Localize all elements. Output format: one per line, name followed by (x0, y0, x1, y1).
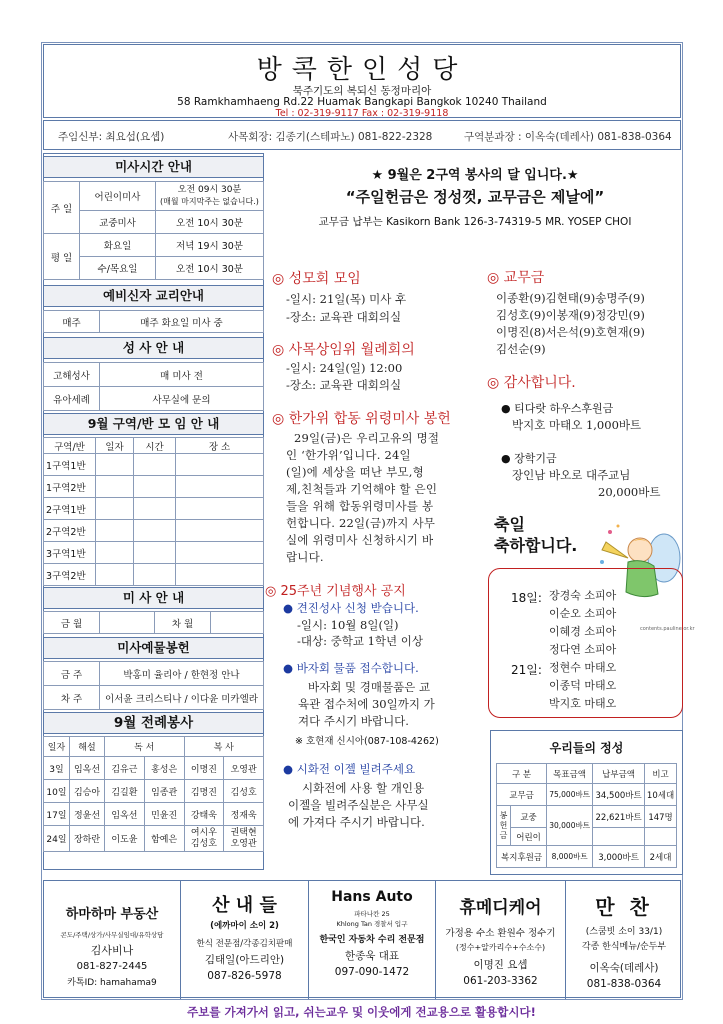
offering-note: 147명 (645, 806, 677, 828)
ad-line: 김태일(아드리안) (204, 954, 285, 966)
sparkle (608, 530, 612, 534)
offerings-table (496, 763, 677, 868)
liturgy-server: 김명진 (184, 780, 224, 803)
confirmation-line: -대상: 중학교 1학년 이상 (297, 634, 424, 648)
liturgy-server: 여시우 김성호 (184, 826, 224, 852)
church-address: 58 Ramkhamhaeng Rd.22 Huamak Bangkapi Bangkok 10240 Thailand (177, 96, 547, 108)
ad-line: (정수+알카리수+수소수) (455, 943, 546, 952)
ad-line: 한종욱 대표 (344, 950, 400, 962)
mass-name: 어린이미사 (80, 182, 156, 211)
bazaar-title: ● 바자회 물품 접수합니다. (283, 661, 419, 675)
footer-message: 주보를 가져가서 읽고, 쉬는교우 및 이웃에게 전교용으로 활용합시다! (187, 1005, 536, 1019)
liturgy-date: 24일 (44, 826, 70, 852)
birthday-box (488, 568, 683, 718)
liturgy-server: 권택현 오영관 (224, 826, 264, 852)
mass-info-label: 금 월 (44, 612, 100, 634)
church-subtitle: 묵주기도의 복되신 동정마리아 (292, 85, 432, 97)
sacrament-value: 사무실에 문의 (100, 387, 264, 411)
mothers-meeting-title: ◎ 성모회 모임 (272, 271, 361, 287)
ad-line: 콘도/주택/상가/사무실임대/유학상담 (60, 931, 164, 939)
ad-line: 한국인 자동차 수리 전문점 (319, 935, 425, 945)
offering-flowers-table (43, 661, 264, 710)
district-row-label: 2구역2반 (44, 520, 96, 542)
district-head-info: 구역분과장 : 이옥숙(데레사) 081-838-0364 (464, 131, 672, 143)
column-header: 목표금액 (547, 764, 593, 784)
ad-line: 가정용 수소 환원수 정수기 (445, 928, 556, 939)
confirmation-title: ● 견진성사 신청 받습니다. (283, 601, 419, 615)
notice-top (266, 154, 684, 244)
column-header: 납부금액 (593, 764, 645, 784)
ad-line: 한식 전문점/각종김치판매 (196, 939, 293, 949)
liturgy-reader: 김길환 (105, 780, 145, 803)
weekday-label: 평 일 (44, 234, 80, 280)
easel-title: ● 시화전 이젤 빌려주세요 (283, 762, 416, 776)
district-meeting-title: 9월 구역/반 모 임 안 내 (43, 413, 264, 435)
catechism-value: 매주 화요일 미사 중 (100, 311, 264, 333)
offering-note: 10세대 (645, 784, 677, 806)
ad-title: 하마하마 부동산 (65, 907, 159, 922)
staff-info (43, 120, 681, 150)
ad-line: (스쿰빗 소이 33/1) (585, 927, 663, 937)
president-info: 사목회장: 김종기(스테파노) 081-822-2328 (228, 131, 433, 143)
mass-time: 저녁 19시 30분 (156, 234, 264, 257)
mass-name: 수/목요일 (80, 257, 156, 280)
offering-paid: 34,500바트 (593, 784, 645, 806)
mothers-meeting-line: -장소: 교육관 대회의실 (286, 310, 402, 324)
offering-category: 교무금 (497, 784, 547, 806)
ad-line: 061-203-3362 (463, 975, 538, 987)
priest-info: 주임신부: 최요섭(요셉) (58, 131, 165, 143)
mass-time: 오전 09시 30분 (매월 마지막주는 없습니다.) (156, 182, 264, 211)
district-meeting-table (43, 437, 264, 586)
liturgy-reader: 민윤진 (144, 803, 184, 826)
easel-text: 시화전에 사용 할 개인용 이젤을 빌려주실분은 사무실 에 가져다 주시기 바랍니다. (288, 781, 429, 829)
column-header: 일자 (44, 737, 70, 757)
column-header: 독 서 (105, 737, 185, 757)
ad-title: 산 내 들 (212, 895, 277, 916)
mass-name: 교중미사 (80, 211, 156, 234)
memorial-mass-text: 29일(금)은 우리고유의 명절 인 ‘한가위’입니다. 24일 (일)에 세상을 떠난 부모,형 제,친척들과 기억해야 할 은인 들을 위해 합동위령미사를 봉 헌합니다. 22일(금)까지 사무 실에 위령미사 신청하시기 바 랍니다. (286, 431, 440, 564)
liturgy-server: 김성호 (224, 780, 264, 803)
tithe-list: 이종환(9)김현태(9)송명주(9) 김성호(9)이봉재(9)정강민(9) 이명진(8)서은석(9)호현재(9) 김선순(9) (496, 291, 645, 356)
offering-category: 복지후원금 (497, 846, 547, 868)
mass-times-title: 미사시간 안내 (43, 156, 264, 178)
column-header: 구역/반 (44, 438, 96, 454)
column-header: 시간 (134, 438, 176, 454)
sunday-label: 주 일 (44, 182, 80, 234)
liturgy-date: 10일 (44, 780, 70, 803)
ads-bar (43, 880, 681, 998)
liturgy-reader: 임옥선 (105, 803, 145, 826)
ad-humedicare (436, 881, 566, 999)
column-header: 비고 (645, 764, 677, 784)
tithe-title: ◎ 교무금 (487, 270, 545, 286)
sacrament-label: 유아세례 (44, 387, 100, 411)
offering-goal: 75,000바트 (547, 784, 593, 806)
ad-title: 휴메디케어 (459, 898, 542, 918)
bank-info: 교무금 납부는 Kasikorn Bank 126-3-74319-5 MR. YOSEP CHOI (318, 216, 632, 228)
mass-times-table (43, 181, 264, 280)
sparkle (617, 525, 620, 528)
liturgy-date: 17일 (44, 803, 70, 826)
mass-time: 오전 10시 30분 (156, 257, 264, 280)
thanks-item2-amount: 20,000바트 (598, 485, 661, 499)
liturgy-commentator: 장하란 (70, 826, 105, 852)
church-phone: Tel : 02-319-9117 Fax : 02-319-9118 (275, 108, 449, 119)
district-row-label: 2구역1반 (44, 498, 96, 520)
mass-info-label: 차 월 (155, 612, 211, 634)
thanks-item2-title: ● 장학기금 (501, 452, 557, 465)
ad-title: Hans Auto (331, 889, 413, 905)
ad-realestate (44, 881, 181, 999)
thanks-item1-title: ● 티다랏 하우스후원금 (501, 402, 614, 415)
district-row-label: 1구역2반 (44, 476, 96, 498)
ad-line: 097-090-1472 (334, 966, 410, 978)
council-meeting-line: -일시: 24일(일) 12:00 (286, 361, 403, 375)
ad-manchan (566, 881, 682, 999)
thanks-item2-value: 장인남 바오로 대주교님 (512, 468, 631, 482)
sacrament-label: 고해성사 (44, 363, 100, 387)
liturgy-server: 강태욱 (184, 803, 224, 826)
offering-goal: 30,000바트 (547, 806, 593, 846)
ad-line: 이옥숙(데레사) (589, 962, 659, 974)
offering-value: 박홍미 율리아 / 한현정 안나 (100, 662, 264, 686)
column-header: 복 사 (184, 737, 264, 757)
offerings-box (490, 730, 683, 875)
mass-info-table (43, 611, 264, 634)
mothers-meeting-line: -일시: 21일(목) 미사 후 (286, 292, 407, 306)
offering-category: 교중 (511, 806, 547, 828)
liturgy-date: 3일 (44, 757, 70, 780)
thanks-title: ◎ 감사합니다. (487, 375, 576, 391)
ad-line: 파타나칸 25 (354, 910, 390, 918)
liturgy-reader: 이도윤 (105, 826, 145, 852)
mass-time: 오전 10시 30분 (156, 211, 264, 234)
offering-label: 차 주 (44, 686, 100, 710)
sacrament-value: 매 미사 전 (100, 363, 264, 387)
confirmation-line: -일시: 10월 8일(일) (297, 618, 399, 632)
offering-note: 2세대 (645, 846, 677, 868)
sacraments-title: 성 사 안 내 (43, 337, 264, 359)
ad-line: 김사비나 (90, 944, 134, 957)
liturgy-server: 오영관 (224, 757, 264, 780)
bazaar-contact: ※ 호현재 신시아(087-108-4262) (295, 736, 439, 747)
church-name: 방콕한인성당 (256, 55, 468, 85)
liturgy-commentator: 정윤선 (70, 803, 105, 826)
catechism-label: 매주 (44, 311, 100, 333)
offering-group-label: 봉헌금 (497, 806, 511, 846)
column-header: 구 분 (497, 764, 547, 784)
ad-line: 이명진 요셉 (473, 959, 528, 971)
liturgy-title: 9월 전례봉사 (43, 712, 264, 734)
liturgy-commentator: 김승아 (70, 780, 105, 803)
column-header: 일자 (96, 438, 134, 454)
angel-trumpet (602, 542, 628, 558)
offering-value: 이서윤 크리스티나 / 이다윤 미카엘라 (100, 686, 264, 710)
mass-info-title: 미 사 안 내 (43, 587, 264, 609)
bazaar-text: 바자회 및 경매물품은 교 육관 접수처에 30일까지 가 져다 주시기 바랍니다. (298, 680, 435, 728)
ad-line: 081-827-2445 (76, 961, 148, 972)
liturgy-table (43, 736, 264, 852)
sacraments-table (43, 362, 264, 411)
offering-category: 어린이 (511, 828, 547, 846)
illustration-credit: contents.pauline.or.kr (640, 626, 695, 632)
district-row-label: 3구역2반 (44, 564, 96, 586)
column-header: 해설 (70, 737, 105, 757)
liturgy-commentator: 임옥선 (70, 757, 105, 780)
mass-name: 화요일 (80, 234, 156, 257)
ad-line: 087-826-5978 (207, 970, 282, 982)
birthday-names-21: 정현수 마태오 이종덕 마태오 박지호 마태오 (549, 661, 617, 710)
church-header (43, 44, 681, 118)
ad-line: (에까마이 소이 2) (210, 921, 279, 931)
council-meeting-title: ◎ 사목상임위 월례회의 (272, 342, 415, 358)
liturgy-reader: 임종관 (144, 780, 184, 803)
district-row-label: 1구역1반 (44, 454, 96, 476)
liturgy-reader: 함예은 (144, 826, 184, 852)
month-service-notice: ★ 9월은 2구역 봉사의 달 입니다.★ (371, 168, 579, 183)
slogan: “주일헌금은 정성껏, 교무금은 제날에” (345, 188, 605, 206)
birthday-day: 21일: (511, 663, 542, 677)
ad-title: 만 찬 (595, 895, 653, 919)
offering-paid: 3,000바트 (593, 846, 645, 868)
offering-goal: 8,000바트 (547, 846, 593, 868)
liturgy-server: 이명진 (184, 757, 224, 780)
memorial-mass-title: ◎ 한가위 합동 위령미사 봉헌 (272, 411, 451, 427)
catechism-title: 예비신자 교리안내 (43, 285, 264, 307)
birthday-heading: 축일 축하합니다. (494, 515, 578, 555)
angel-head (628, 538, 652, 562)
catechism-table (43, 310, 264, 333)
offerings-title: 우리들의 정성 (549, 741, 624, 755)
birthday-day: 18일: (511, 591, 542, 605)
ad-restaurant-sannaedeul (181, 881, 309, 999)
anniversary-title: ◎ 25주년 기념행사 공지 (265, 584, 406, 599)
birthday-names-18: 장경숙 소피아 이순오 소피아 이혜경 소피아 정다연 소피아 (549, 589, 617, 656)
liturgy-reader: 김유근 (105, 757, 145, 780)
council-meeting-line: -장소: 교육관 대회의실 (286, 378, 402, 392)
thanks-item1-value: 박지호 마태오 1,000바트 (512, 418, 642, 432)
ad-line: 각종 한식메뉴/순두부 (581, 942, 667, 952)
district-row-label: 3구역1반 (44, 542, 96, 564)
column-header: 장 소 (176, 438, 264, 454)
ad-line: 081-838-0364 (586, 978, 662, 990)
ad-hans-auto (309, 881, 436, 999)
liturgy-reader: 홍성은 (144, 757, 184, 780)
liturgy-server: 정재욱 (224, 803, 264, 826)
offering-paid: 22,621바트 (593, 806, 645, 828)
ad-line: Khlong Tan 경찰서 입구 (336, 920, 408, 928)
offering-label: 금 주 (44, 662, 100, 686)
sparkle (600, 560, 604, 564)
offering-flowers-title: 미사예물봉헌 (43, 637, 264, 659)
ad-line: 카톡ID: hamahama9 (67, 978, 157, 988)
